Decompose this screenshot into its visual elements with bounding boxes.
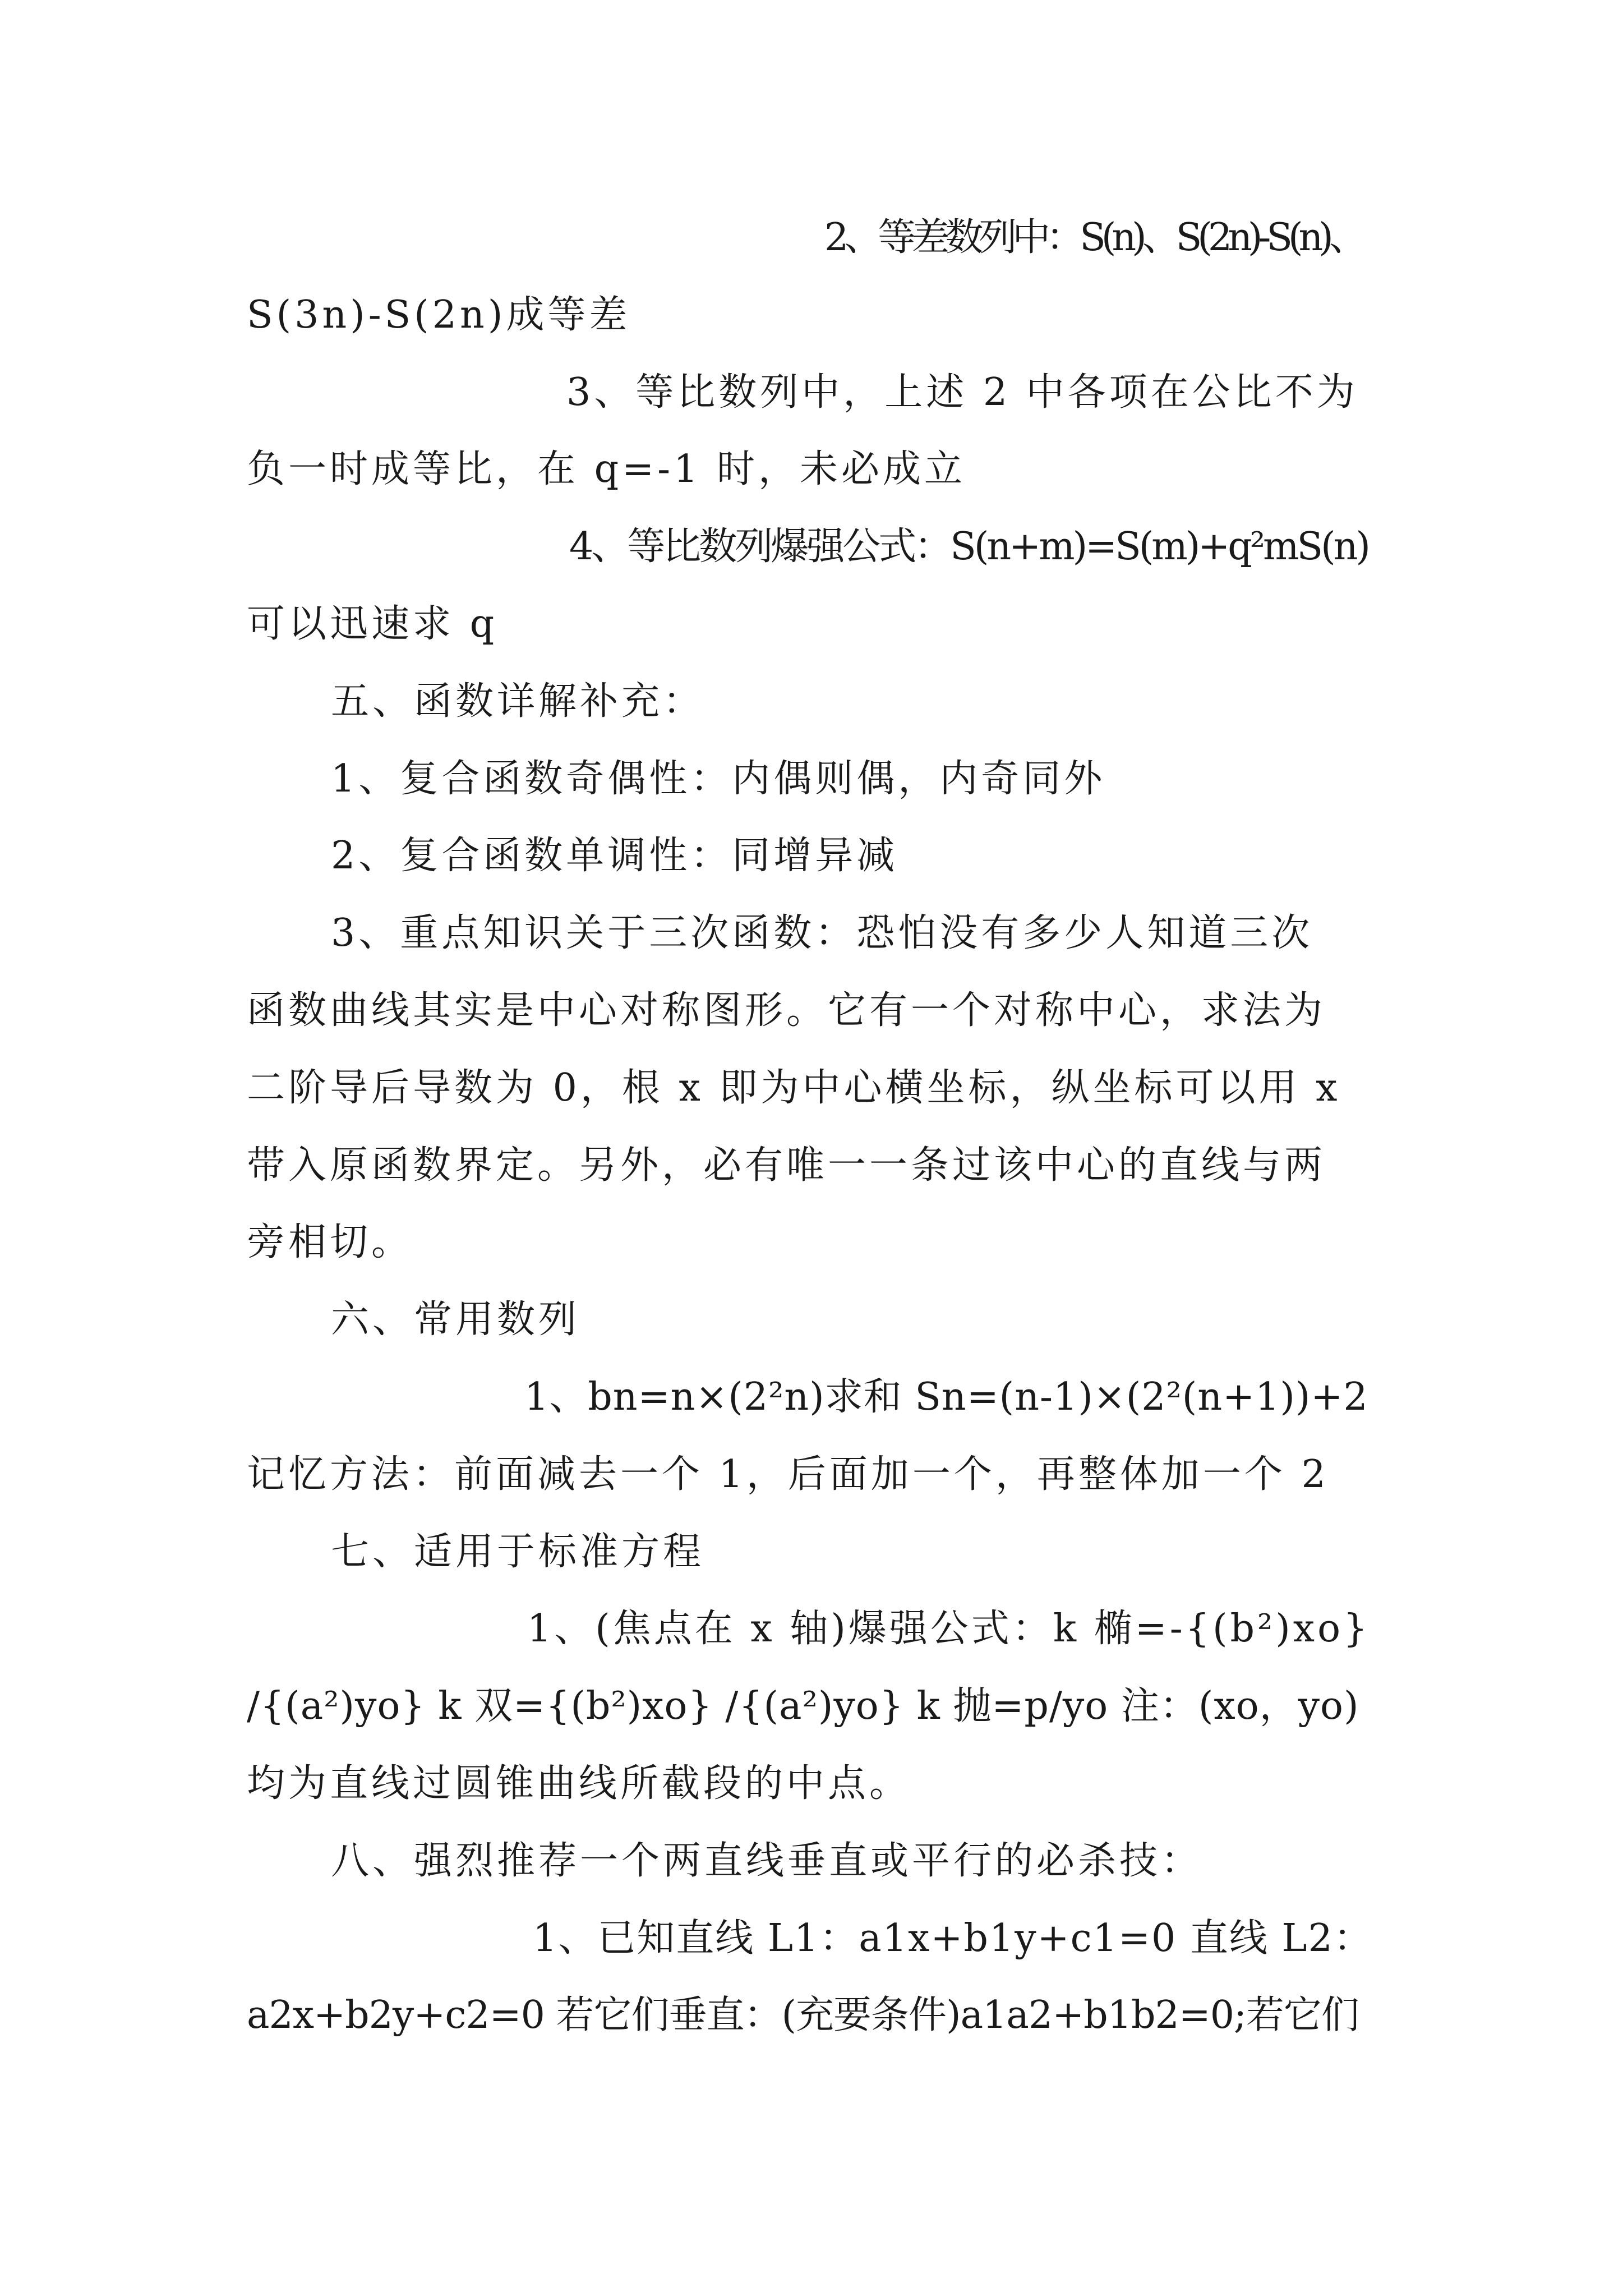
text-line: 函数曲线其实是中心对称图形。它有一个对称中心，求法为 [247,988,1326,1033]
text-line: 带入原函数界定。另外，必有唯一一条过该中心的直线与两 [247,1143,1326,1188]
text-line: 记忆方法：前面减去一个 1，后面加一个，再整体加一个 2 [247,1452,1329,1497]
text-line: 3、重点知识关于三次函数：恐怕没有多少人知道三次 [331,911,1313,956]
text-line: 4、等比数列爆强公式：S(n+m)=S(m)+q²mS(n) [569,524,1368,569]
text-line: 旁相切。 [247,1220,413,1265]
text-line: 2、等差数列中：S(n)、S(2n)-S(n)、 [824,215,1363,260]
text-line: /{(a²)yo} k 双={(b²)xo} /{(a²)yo} k 抛=p/yo 注：(xo，yo) [247,1684,1359,1729]
text-line: 3、等比数列中，上述 2 中各项在公比不为 [566,370,1358,415]
text-line: 二阶导后导数为 0，根 x 即为中心横坐标，纵坐标可以用 x [247,1065,1341,1110]
section-heading: 八、强烈推荐一个两直线垂直或平行的必杀技： [331,1838,1203,1883]
text-line: 1、bn=n×(2²n)求和 Sn=(n-1)×(2²(n+1))+2 [524,1374,1368,1419]
document-body [247,199,1374,2054]
section-heading: 五、函数详解补充： [331,679,705,724]
text-line: 可以迅速求 q [247,601,498,646]
text-line: S(3n)-S(2n)成等差 [247,292,631,337]
text-line: 负一时成等比，在 q=-1 时，未必成立 [247,447,966,492]
section-heading: 六、常用数列 [331,1297,580,1342]
text-line: 2、复合函数单调性：同增异减 [331,834,898,878]
text-line: 1、复合函数奇偶性：内偶则偶，内奇同外 [331,756,1106,801]
text-line: 1、(焦点在 x 轴)爆强公式：k 椭=-{(b²)xo} [527,1607,1371,1651]
section-heading: 七、适用于标准方程 [331,1529,705,1574]
text-line: a2x+b2y+c2=0 若它们垂直：(充要条件)a1a2+b1b2=0;若它们 [247,1993,1359,2038]
text-line: 均为直线过圆锥曲线所截段的中点。 [247,1761,911,1806]
text-line: 1、已知直线 L1：a1x+b1y+c1=0 直线 L2： [533,1916,1373,1961]
